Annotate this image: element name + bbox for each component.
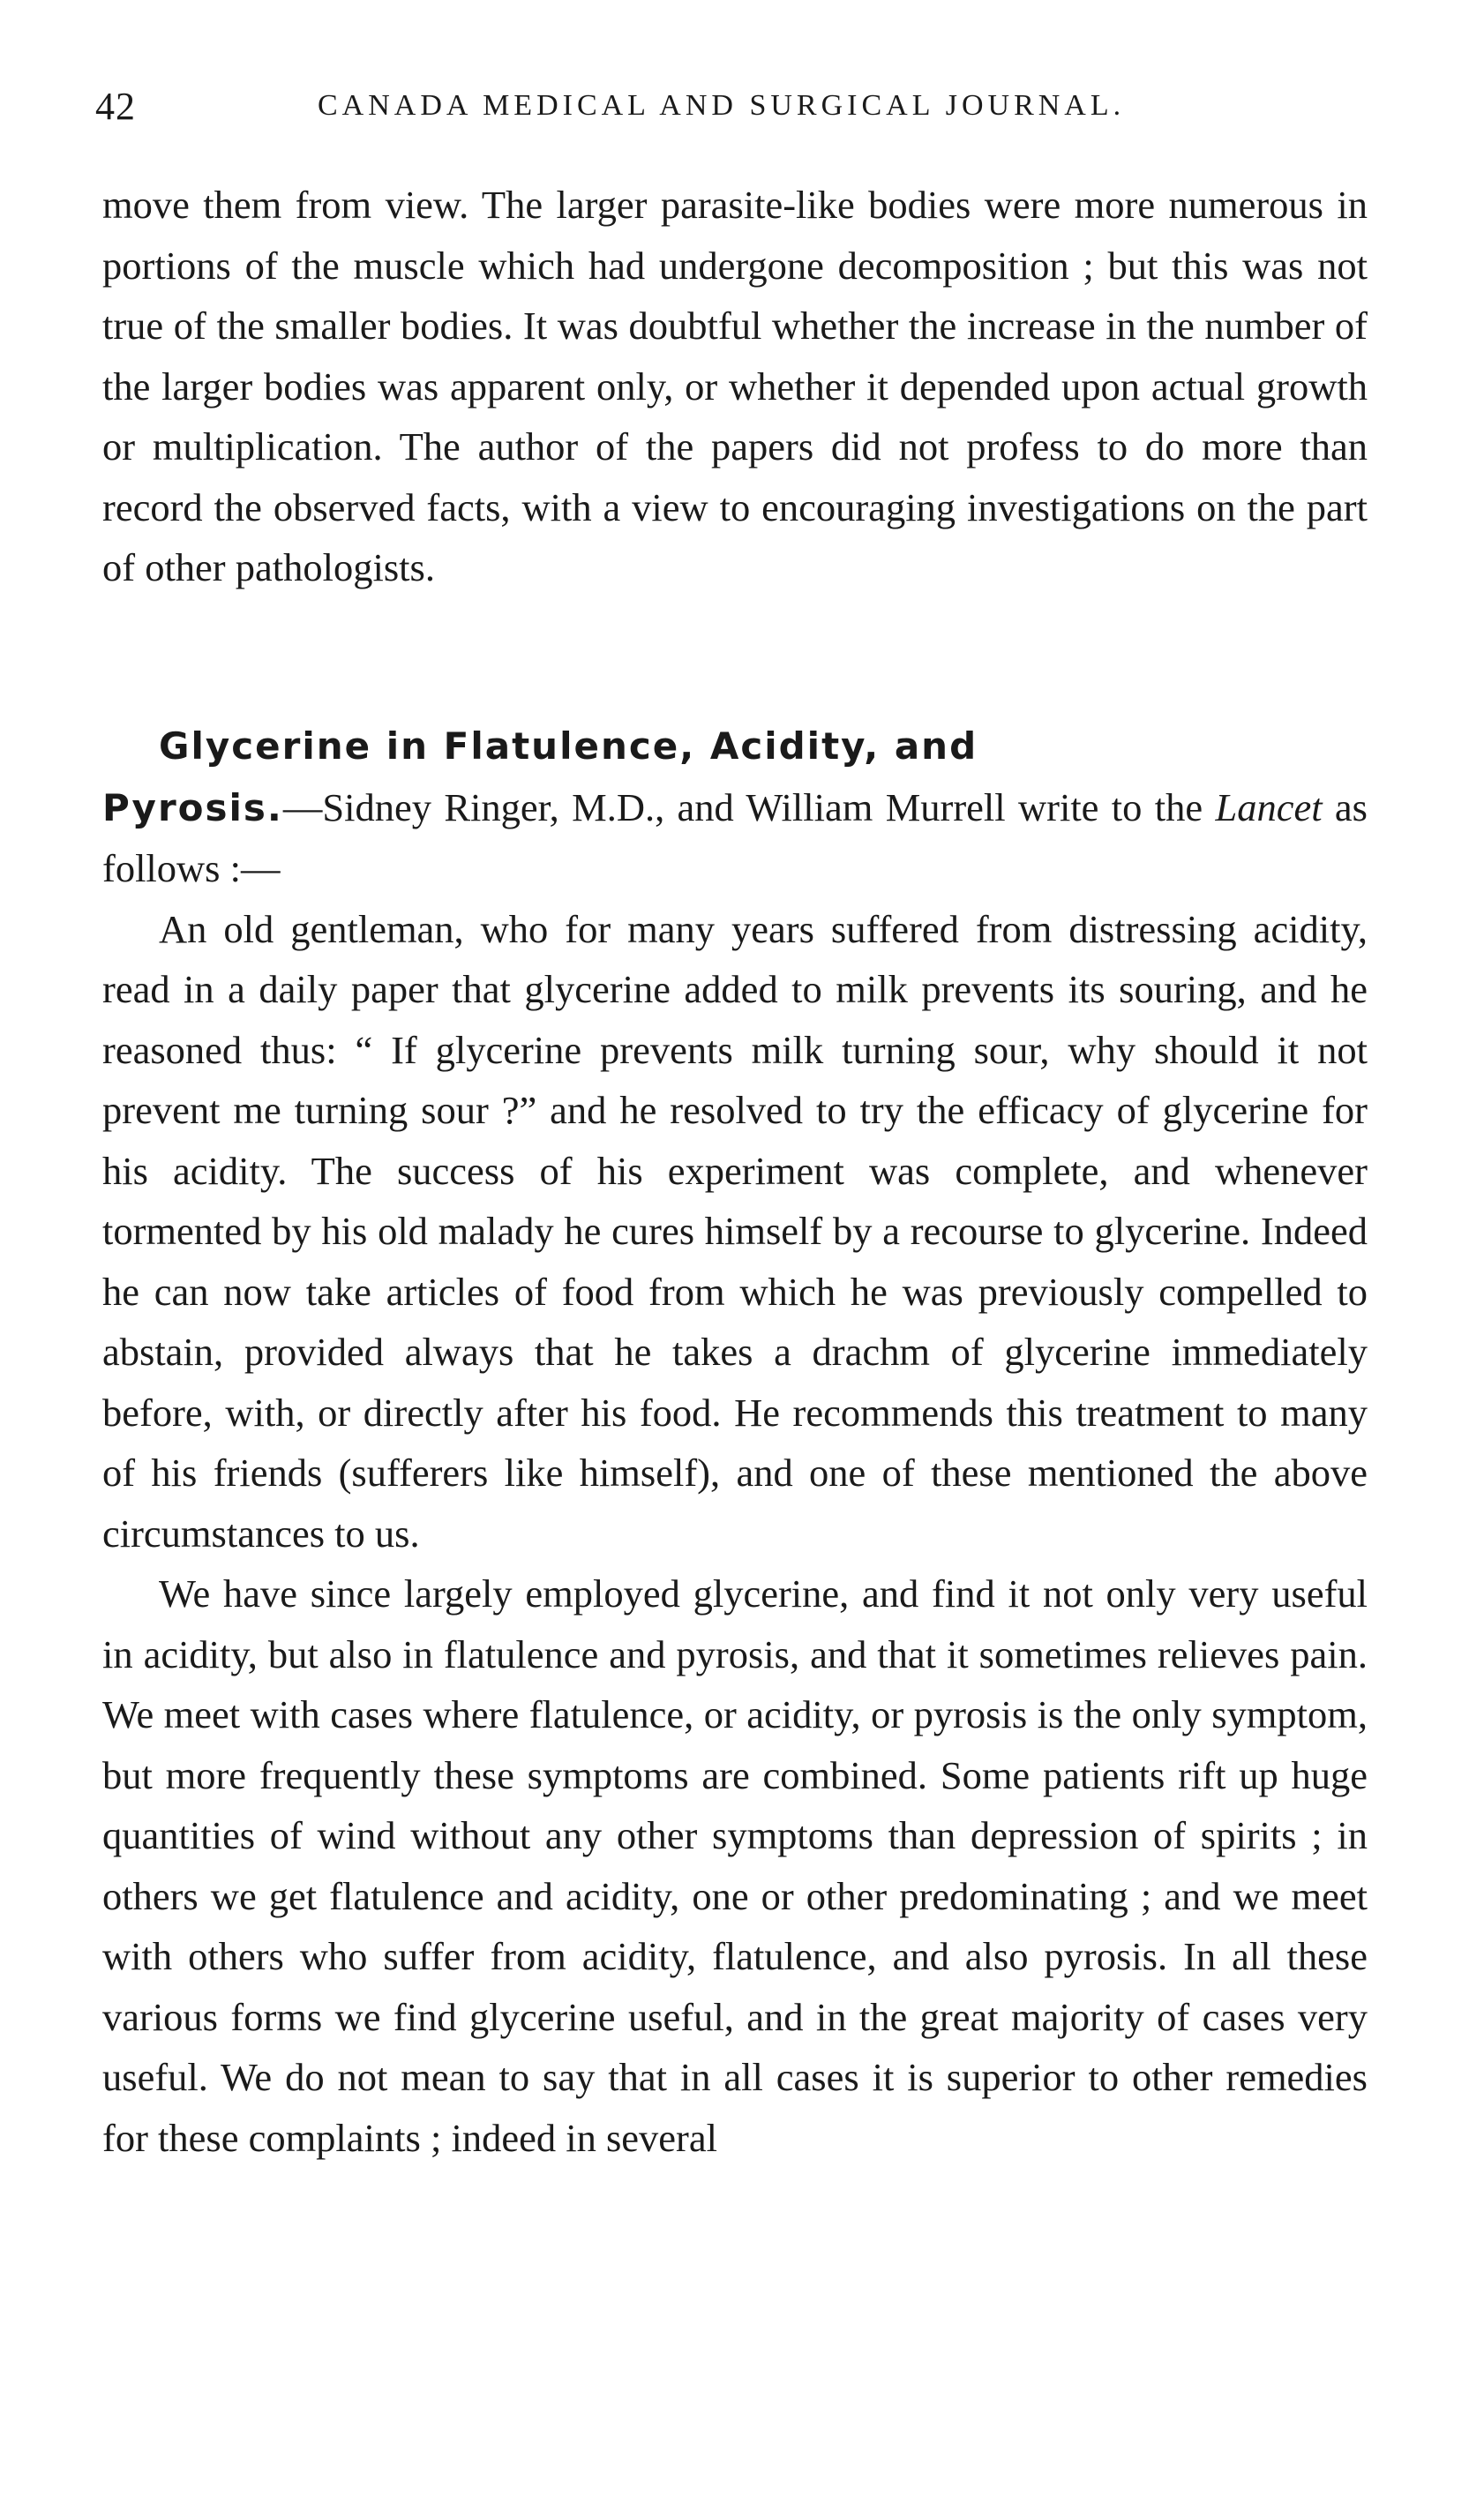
- article-title-continued: Pyrosis.: [102, 785, 283, 829]
- article-byline: [102, 777, 1368, 899]
- continued-paragraph: move them from view. The larger parasite-like bodies were more numerous in portions of the muscle which had undergone decomposition ; but this was not true of the smaller bodies. It was doubtful whether the increase in the number of the larger bodies was apparent only, or whether it depended upon actual growth or multiplication. The author of the papers did not profess to do more than record the observed facts, with a view to encouraging investigations on the part of other pathologists.: [102, 183, 1368, 589]
- body-paragraph-2: We have since largely employed glycerine, and find it not only very useful in acidity, but also in flatulence and pyrosis, and that it sometimes relieves pain. We meet with cases where flatulence, or acidity, or pyrosis is the only symptom, but more frequently these symptoms are combined. Some patients rift up huge quantities of wind without any other symptoms than depression of spirits ; in others we get flatulence and acidity, one or other predominating ; and we meet with others who suffer from acidity, flatulence, and also pyrosis. In all these various forms we find glycerine useful, and in the great majority of cases very useful. We do not mean to say that in all cases it is superior to other remedies for these complaints ; indeed in several: [102, 1571, 1368, 2160]
- continued-text: [102, 175, 1368, 598]
- byline-intro: —Sidney Ringer, M.D., and William Murrell write to the: [282, 784, 1216, 829]
- running-head: CANADA MEDICAL AND SURGICAL JOURNAL.: [318, 89, 1126, 122]
- journal-name: Lancet: [1215, 784, 1323, 829]
- article-title: Glycerine in Flatulence, Acidity, and: [159, 724, 978, 768]
- byline-outro: as follows :—: [102, 784, 1368, 890]
- page-number: 42: [95, 85, 136, 128]
- body-paragraph-1: An old gentleman, who for many years suffered from distressing acidity, read in a daily paper that glycerine added to milk prevents its souring, and he reasoned thus: “ If glycerine prevents milk turning sour, why should it not prevent me turning sour ?” and he resolved to try the efficacy of glycerine for his acidity. The success of his experiment was complete, and whenever tormented by his old malady he cures himself by a recourse to glycerine. Indeed he can now take articles of food from which he was previously compelled to abstain, provided always that he takes a drachm of glycerine immediately before, with, or directly after his food. He recommends this treatment to many of his friends (sufferers like himself), and one of these mentioned the above circumstances to us.: [102, 906, 1368, 1556]
- article: [102, 716, 1368, 2168]
- page-header: [95, 84, 1375, 137]
